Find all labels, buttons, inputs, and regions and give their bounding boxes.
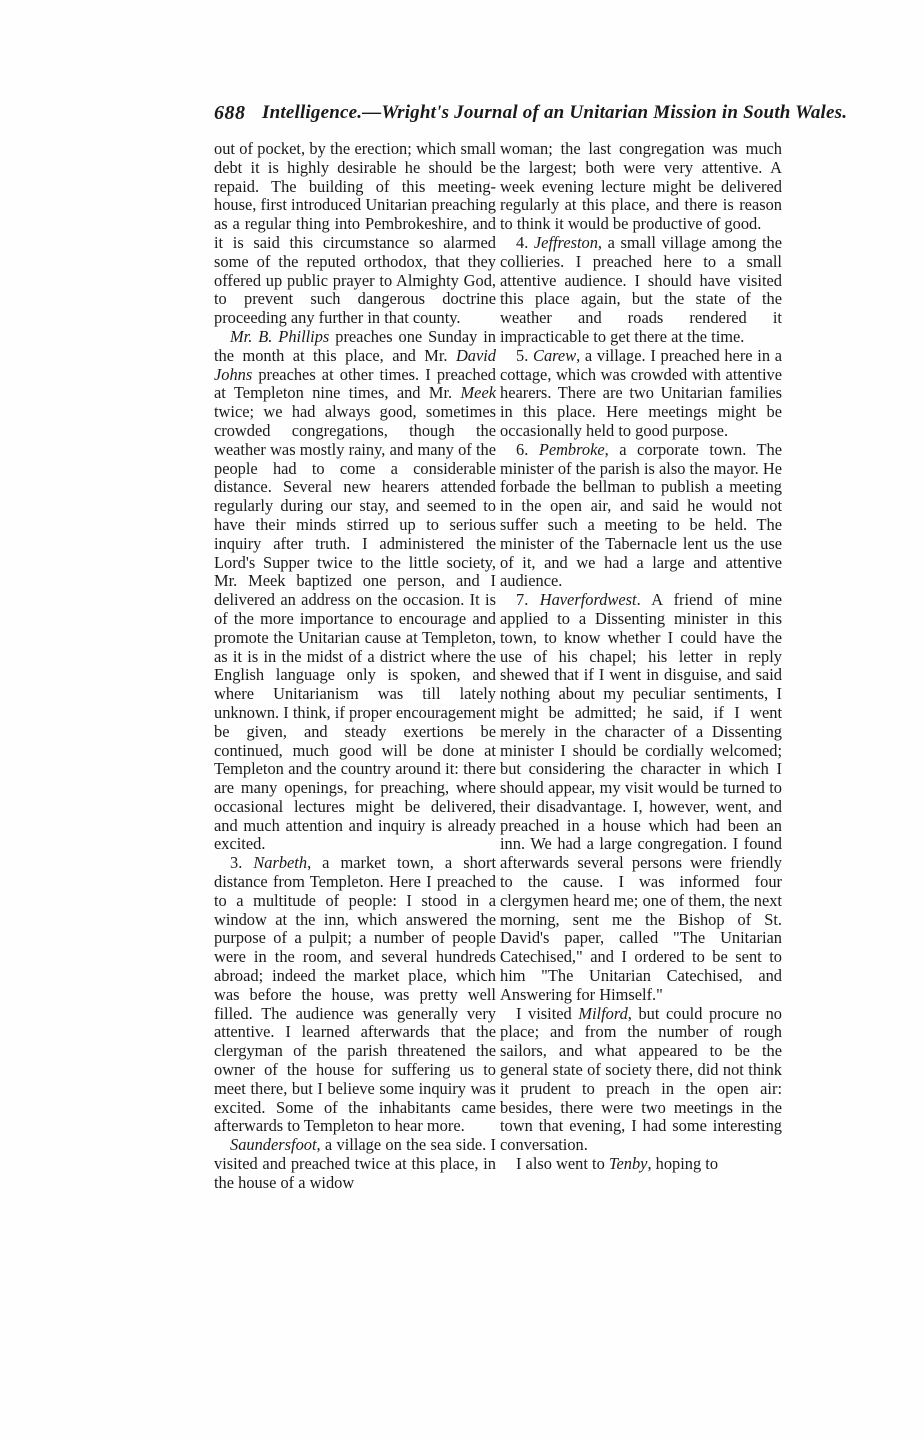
place-name: Haverfordwest	[539, 590, 637, 610]
person-name: Meek	[460, 383, 496, 403]
paragraph: 3. Narbeth, a market town, a short distance from Templeton. Here I preached to a multitude of people: I stood in a window at the inn, which answered the purpose of a pulpit; a number of people were in the room, and several hundreds abroad; indeed the market place, which was before the house, was pretty well filled. The audience was generally very attentive. I learned afterwards that the clergyman of the parish threatened the owner of the house for suffering us to meet there, but I believe some inquiry was excited. Some of the inhabitants came afterwards to Templeton to hear more.	[214, 853, 497, 1136]
running-title: Intelligence.—Wright's Journal of an Unitarian Mission in South Wales.	[262, 102, 848, 123]
paragraph: Saundersfoot, a village on the sea side. I visited and preached twice at this place, in the house of a widow	[214, 1135, 496, 1192]
person-name: David Johns	[214, 345, 496, 384]
paragraph: Mr. B. Phillips preaches one Sunday in the month at this place, and Mr. David Johns preaches at other times. I preached at Templeton nine times, and Mr. Meek twice; we had always good, sometimes crowded congregations, though the weather was mostly rainy, and many of the people had to come a considerable distance. Several new hearers attended regularly during our stay, and seemed to have their minds stirred up to serious inquiry after truth. I administered the Lord's Supper twice to the little society, Mr. Meek baptized one person, and I delivered an address on the occasion. It is of the more importance to encourage and promote the Unitarian cause at Templeton, as it is in the midst of a district where the English language only is spoken, and where Unitarianism was till lately unknown. I think, if proper encouragement be given, and steady exertions be continued, much good will be done at Templeton and the country around it: there are many openings, for preaching, where occasional lectures might be delivered, and much attention and inquiry is already excited.	[214, 326, 496, 854]
place-name: Jeffreston	[533, 232, 598, 252]
paragraph: woman; the last congregation was much the largest; both were very attentive. A week evening lecture might be delivered regularly at this place, and there is reason to think it would be productive of good.	[500, 139, 782, 234]
person-name: Mr. B. Phillips	[230, 326, 330, 346]
paragraph: 6. Pembroke, a corporate town. The minister of the parish is also the mayor. He forbade the bellman to publish a meeting in the open air, and said he would not suffer such a meeting to be held. The minister of the Tabernacle lent us the use of it, and we had a large and attentive audience.	[500, 439, 783, 591]
place-name: Milford	[578, 1003, 628, 1023]
place-name: Narbeth	[253, 853, 308, 873]
paragraph: out of pocket, by the erection; which small debt it is highly desirable he should be repaid. The building of this meeting-house, first introduced Unitarian preaching as a regular thing into Pembrokeshire, and it is said this circumstance so alarmed some of the reputed orthodox, that they offered up public prayer to Almighty God, to prevent such dangerous doctrine proceeding any further in that county.	[214, 139, 496, 328]
place-name: Carew	[533, 345, 577, 365]
paragraph: 7. Haverfordwest. A friend of mine applied to a Dissenting minister in this town, to know whether I could have the use of his chapel; his letter in reply shewed that if I went in disguise, and said nothing about my peculiar sentiments, I might be admitted; he said, if I went merely in the character of a Dissenting minister I should be cordially welcomed; but considering the character in which I should appear, my visit would be turned to their disadvantage. I, however, went, and preached in a house which had been an inn. We had a large congregation. I found afterwards several persons were friendly to the cause. I was informed four clergymen heard me; one of them, the next morning, sent me the Bishop of St. David's paper, called "The Unitarian Catechised," and I ordered to be sent to him "The Unitarian Catechised, and Answering for Himself."	[500, 590, 783, 1004]
paragraph: I also went to Tenby, hoping to	[516, 1154, 719, 1174]
left-column	[214, 140, 496, 1193]
place-name: Pembroke	[538, 439, 605, 459]
place-name: Tenby	[608, 1154, 648, 1174]
paragraph: 4. Jeffreston, a small village among the collieries. I preached here to a small attentive audience. I should have visited this place again, but the state of the weather and roads rendered it impracticable to get there at the time.	[500, 232, 783, 346]
page-header	[214, 102, 848, 132]
paragraph: I visited Milford, but could procure no place; and from the number of rough sailors, and what appeared to be the general state of society there, did not think it prudent to preach in the open air: besides, there were two meetings in the town that evening, I had some interesting conversation.	[500, 1003, 782, 1155]
place-name: Saundersfoot	[230, 1135, 317, 1155]
paragraph: 5. Carew, a village. I preached here in a cottage, which was crowded with attentive hearers. There are two Unitarian families in this place. Here meetings might be occasionally held to good purpose.	[500, 345, 783, 440]
page-number: 688	[214, 102, 246, 124]
right-column	[500, 140, 782, 1174]
